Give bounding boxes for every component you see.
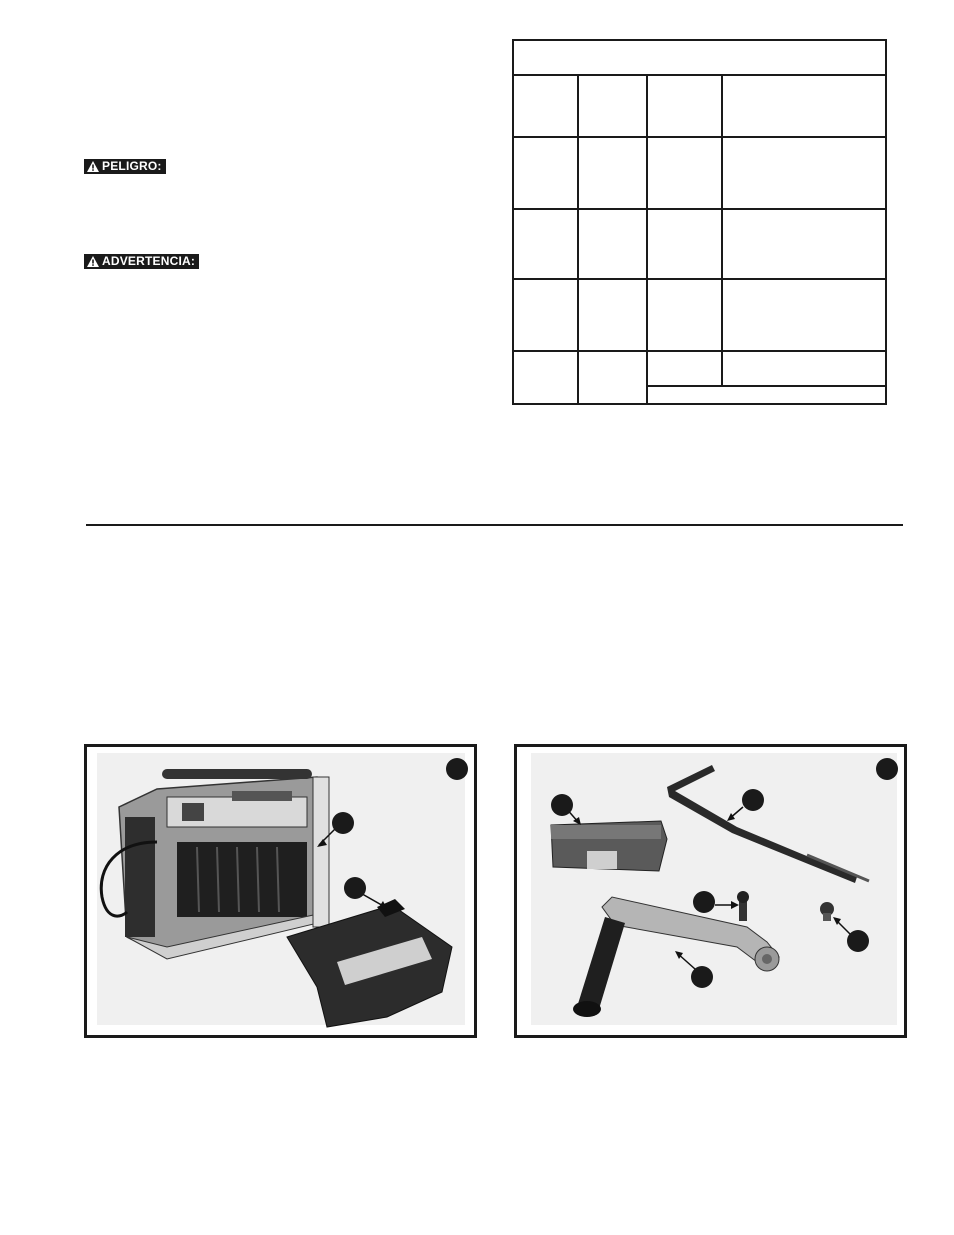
danger-badge: [84, 159, 166, 174]
table-row-line: [512, 208, 887, 210]
warning-triangle-icon: [87, 161, 99, 172]
table-col-line: [577, 74, 579, 405]
table-col-line: [721, 74, 723, 387]
figure-planer: [84, 744, 477, 1038]
callout-dot: [693, 891, 715, 913]
warning-triangle-icon: [87, 256, 99, 267]
planer-illustration: [87, 747, 477, 1037]
table-row-line: [512, 136, 887, 138]
warning-label: ADVERTENCIA:: [102, 254, 196, 268]
callout-dot: [551, 794, 573, 816]
accessories-illustration: [517, 747, 907, 1037]
figure-number-dot: [446, 758, 468, 780]
table-row-line: [512, 278, 887, 280]
table-col-line: [646, 74, 648, 405]
callout-dot: [691, 966, 713, 988]
table-row-line: [647, 385, 887, 387]
callout-dot: [332, 812, 354, 834]
callout-dot: [847, 930, 869, 952]
callout-dot: [742, 789, 764, 811]
warning-badge: [84, 254, 199, 269]
figure-number-dot: [876, 758, 898, 780]
danger-label: PELIGRO:: [102, 159, 162, 173]
table-row-line: [512, 350, 887, 352]
figure-accessories: [514, 744, 907, 1038]
section-divider: [86, 524, 903, 526]
callout-dot: [344, 877, 366, 899]
table-header-line: [512, 74, 887, 76]
